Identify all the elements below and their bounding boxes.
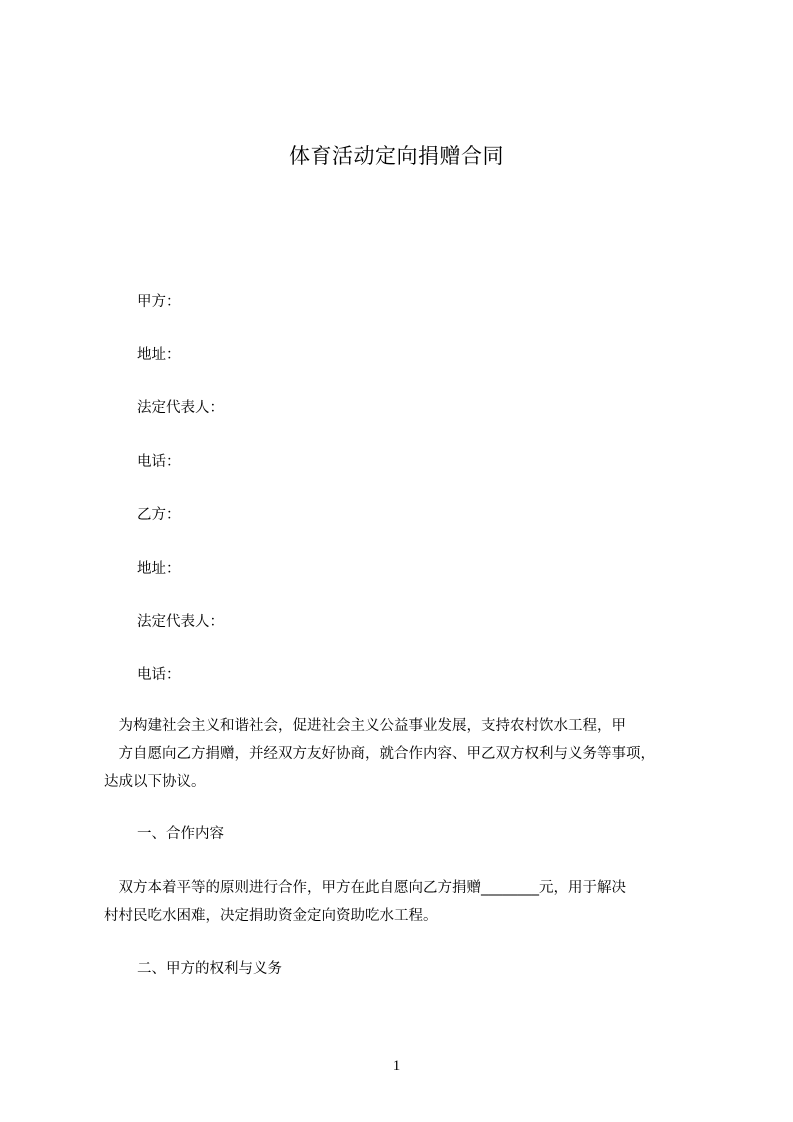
party-a-phone-label: 电话： [137,454,181,470]
party-a-name-label: 甲方： [137,294,181,310]
party-a-address-label: 地址： [137,347,181,363]
section-2-heading: 二、甲方的权利与义务 [137,961,282,977]
intro-line: 为构建社会主义和谐社会，促进社会主义公益事业发展，支持农村饮水工程，甲 [104,718,626,734]
section-1-line: 村村民吃水困难，决定捐助资金定向资助吃水工程。 [104,908,438,924]
party-b-address-label: 地址： [137,561,181,577]
section-1-line: 双方本着平等的原则进行合作，甲方在此自愿向乙方捐赠________元，用于解决 [104,880,626,896]
party-b-name-label: 乙方： [137,507,181,523]
intro-line: 达成以下协议。 [104,774,206,790]
party-b-phone-label: 电话： [137,667,181,683]
party-a-representative-label: 法定代表人： [137,400,224,416]
section-1-heading: 一、合作内容 [137,826,224,842]
page-number: 1 [392,1058,401,1074]
intro-paragraph [104,712,704,796]
party-b-representative-label: 法定代表人： [137,614,224,630]
intro-line: 方自愿向乙方捐赠，并经双方友好协商，就合作内容、甲乙双方权利与义务等事项， [104,746,655,762]
section-1-paragraph [104,874,704,930]
document-title: 体育活动定向捐赠合同 [289,144,504,168]
